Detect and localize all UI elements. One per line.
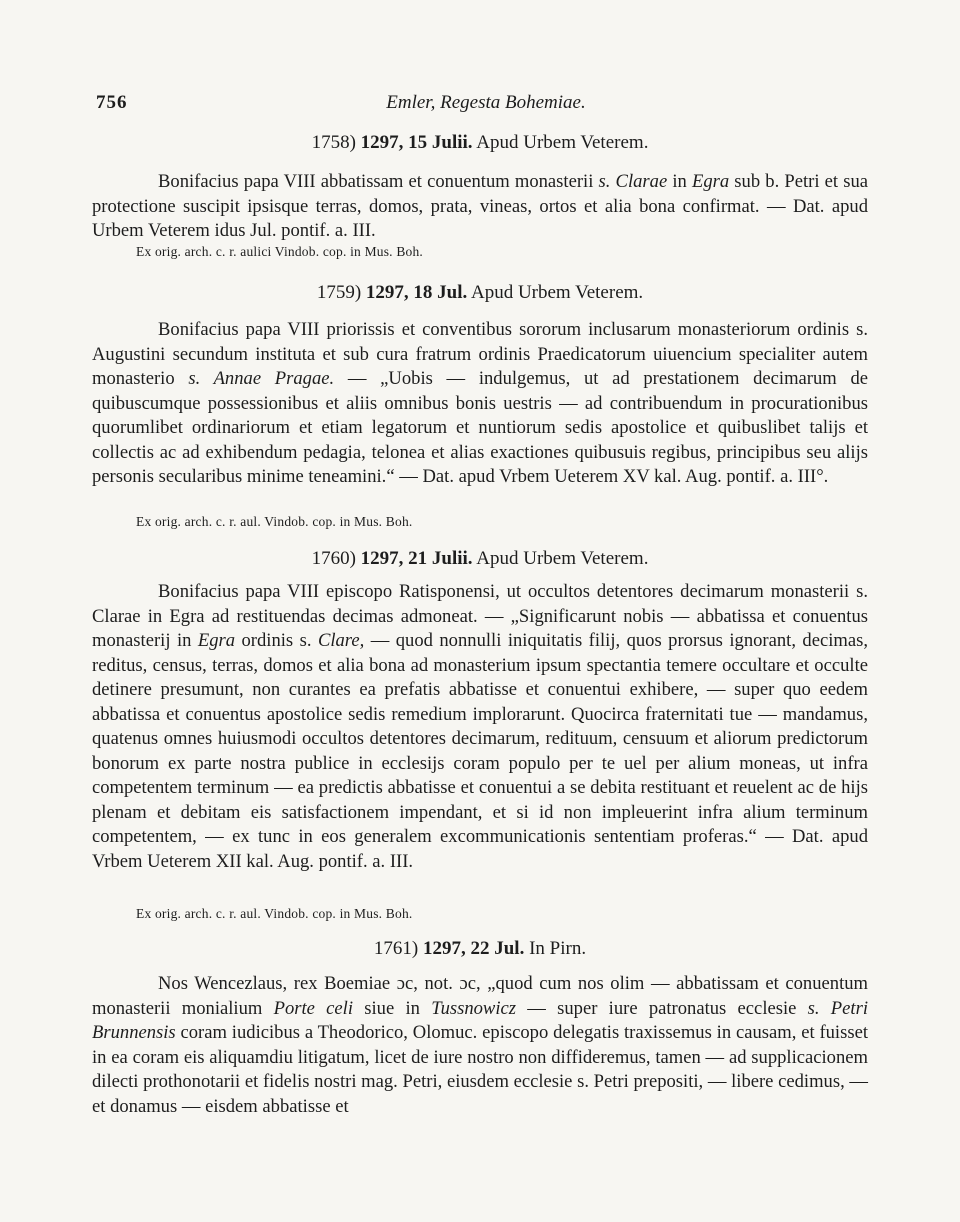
text-run-italic: s. Clarae xyxy=(598,171,668,192)
entry-heading xyxy=(0,132,960,154)
entry-heading xyxy=(0,282,960,304)
text-run: sub b. Petri et sua protectione suscipit ipsisque terras, domos, prata, vineas, ortos et alia bona confirmat. — Dat. apud Urbem Veterem idus Jul. pontif. a. III. xyxy=(92,171,868,241)
text-run: — „Uobis — indulgemus, ut ad prestationem decimarum de quibuscumque possessionibus et aliis omnibus bonis uestris — ad contribuendum in procurationibus quorumlibet ordinariorum et etiam legatorum et nuntiorum sedis apostolice et quibuslibet talijs et collectis ac ad exhibendum pedagia, telonea et alias exactiones quibusuis regibus, principibus seu alijs personis secularibus minime teneamini.“ — Dat. apud Vrbem Ueterem XV kal. Aug. pontif. a. III°. xyxy=(92,368,868,487)
entry-place: In Pirn. xyxy=(529,938,587,959)
text-run: in xyxy=(667,171,692,192)
entry-text xyxy=(92,170,868,244)
source-note: Ex orig. arch. c. r. aul. Vindob. cop. in Mus. Boh. xyxy=(136,514,413,529)
text-run-italic: Egra xyxy=(691,171,730,192)
text-run: siue in xyxy=(353,997,432,1019)
entry-number: 1761) xyxy=(373,938,419,959)
entry-number: 1758) xyxy=(311,132,356,153)
entry-text xyxy=(92,972,868,1119)
entry-place: Apud Urbem Veterem. xyxy=(476,132,649,153)
text-run-italic: Tussnowicz xyxy=(431,997,516,1019)
text-run: Bonifacius papa VIII episcopo Ratisponensi, ut occultos detentores decimarum monasterii s. Clarae in Egra ad restituendas decimas admoneat. — „Significarunt nobis — abbatissa et conuentus monasterij in xyxy=(92,581,868,651)
text-run: Bonifacius papa VIII priorissis et conventibus sororum inclusarum monasteriorum ordinis s. Augustini secundum instituta et sub cura fratrum ordinis Praedicatorum uiuencium specialiter autem monasterio xyxy=(92,319,868,389)
entry-heading xyxy=(0,548,960,570)
entry-date: 1297, 18 Jul. xyxy=(365,282,468,303)
entry-number: 1760) xyxy=(311,548,356,569)
entry-number: 1759) xyxy=(316,282,362,303)
text-run-italic: s. Petri Brunnensis xyxy=(92,997,868,1043)
entry-text xyxy=(92,580,868,874)
source-note: Ex orig. arch. c. r. aulici Vindob. cop. in Mus. Boh. xyxy=(136,244,424,259)
running-head xyxy=(96,92,876,122)
entry-date: 1297, 15 Julii. xyxy=(360,132,473,153)
entry-date: 1297, 21 Julii. xyxy=(360,548,473,569)
text-run-italic: s. Annae Pragae. xyxy=(188,368,335,389)
text-run: Bonifacius papa VIII abbatissam et conuentum monasterii xyxy=(158,171,599,192)
text-run: — quod nonnulli iniquitatis filij, quos prorsus ignorant, decimas, reditus, census, terras, domos et alia bona ad monasterium ipsum spectantia temere occultare et occulte detinere presumunt, non curantes ea prefatis abbatisse et conuentui exhibere, — super quo eedem abbatissa et conuentus apostolice sedis remedium implorarunt. Quocirca fraternitati tue — mandamus, quatenus omnes huiusmodi occultos detentores decimarum, redituum, censuum et aliorum predictorum bonorum ex parte nostra publice in ecclesijs coram populo per te uel per alium moneas, ut infra competentem terminum — ea predictis abbatisse et conuentui a se debita restituant et reuelent ac de hijs plenam et debitam eis satisfactionem impendant, et si id non impleuerint infra alium terminum competentem, — ex tunc in eos generalem excommunicationis sententiam proferas.“ — Dat. apud Vrbem Ueterem XII kal. Aug. pontif. a. III. xyxy=(92,630,868,872)
text-run-italic: Egra xyxy=(197,630,236,651)
page-number: 756 xyxy=(96,92,128,113)
entry-place: Apud Urbem Veterem. xyxy=(476,548,649,569)
text-run: Nos Wencezlaus, rex Boemiae ɔc, not. ɔc, „quod cum nos olim — abbatissam et conuentum monasterii monialium xyxy=(92,973,868,1019)
entry-heading xyxy=(0,938,960,960)
running-title: Emler, Regesta Bohemiae. xyxy=(386,92,586,113)
entry-text xyxy=(92,318,868,490)
text-run: — super iure patronatus ecclesie xyxy=(515,997,808,1019)
text-run-italic: Clare, xyxy=(317,630,365,651)
text-run-italic: Porte celi xyxy=(273,997,354,1019)
entry-place: Apud Urbem Veterem. xyxy=(470,282,644,303)
source-note: Ex orig. arch. c. r. aul. Vindob. cop. in Mus. Boh. xyxy=(136,906,413,921)
text-run: coram iudicibus a Theodorico, Olomuc. episcopo delegatis traxissemus in causam, et fuisset in ea coram eis aliquamdiu litigatum, licet de iure nostro non diffideremus, tamen — ad supplicacionem dilecti prothonotarii et fidelis nostri mag. Petri, eiusdem ecclesie s. Petri prepositi, — libere cedimus, — et donamus — eisdem abbatisse et xyxy=(92,1022,868,1117)
text-run: ordinis s. xyxy=(235,630,318,651)
entry-date: 1297, 22 Jul. xyxy=(422,938,525,959)
